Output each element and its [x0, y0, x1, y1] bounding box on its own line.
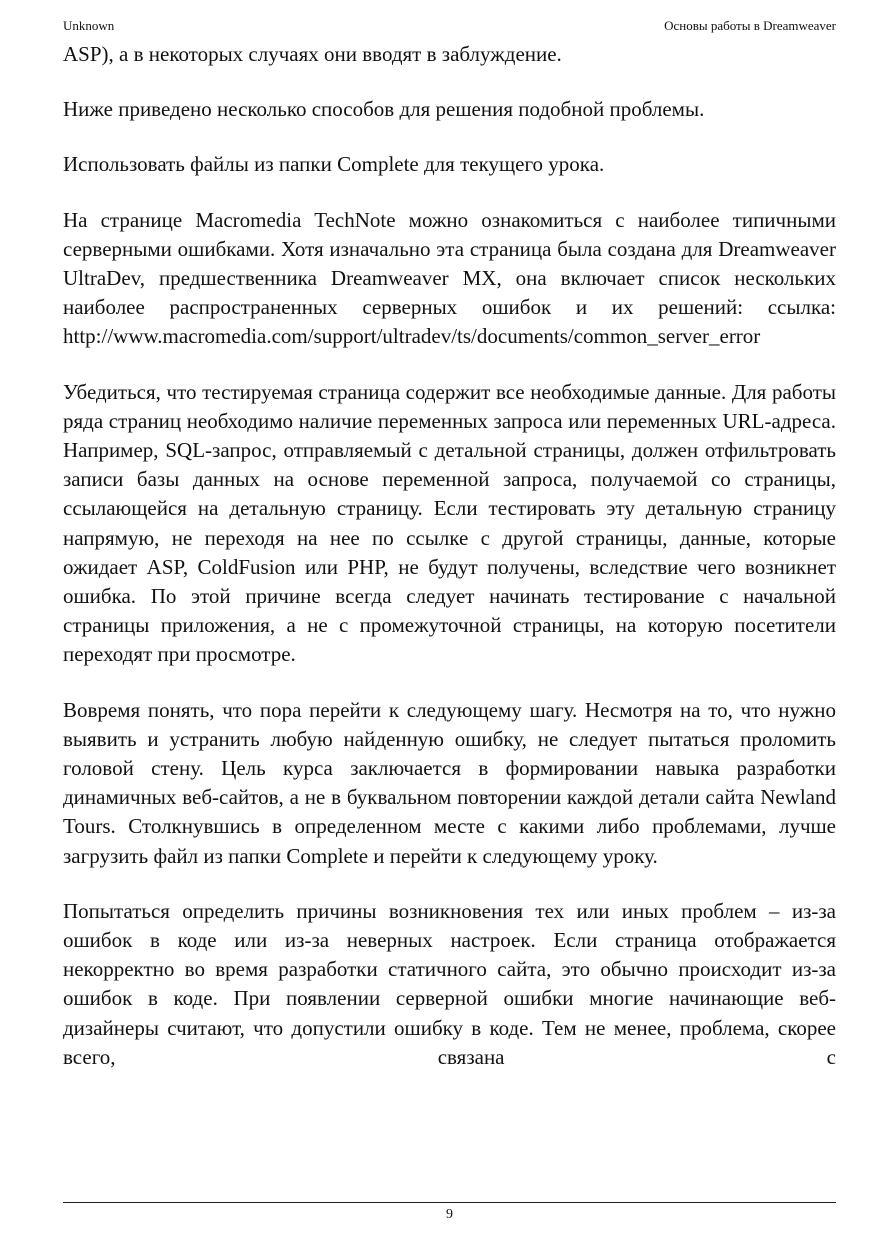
paragraph-tip-test-data: Убедиться, что тестируемая страница содержит все необходимые данные. Для работы ряда страниц необходимо наличие переменных запроса или переменных URL-адреса. Например, SQL-запрос, отправляемый с детальной страницы, должен отфильтровать записи базы данных на основе переменной запроса, получаемой со страницы, ссылающейся на детальную страницу. Если тестировать эту детальную страницу напрямую, не переходя на нее по ссылке с другой страницы, данные, которые ожидает ASP, ColdFusion или PHP, не будут получены, вследствие чего возникнет ошибка. По этой причине всегда следует начинать тестирование с начальной страницы приложения, а не с промежуточной страницы, на которую посетители переходят при просмотре. — [63, 379, 836, 667]
page-body — [63, 40, 836, 1195]
paragraph-continuation: ASP), а в некоторых случаях они вводят в заблуждение. — [63, 42, 562, 66]
paragraph-intro: Ниже приведено несколько способов для решения подобной проблемы. — [63, 97, 705, 122]
technote-url: http://www.macromedia.com/support/ultradev/ts/documents/common_server_error — [63, 324, 761, 349]
paragraph-tip-technote — [63, 206, 836, 352]
footer-divider — [63, 1202, 836, 1203]
paragraph-tip-identify-causes: Попытаться определить причины возникновения тех или иных проблем – из-за ошибок в коде или из-за неверных настроек. Если страница отображается некорректно во время разработки статичного сайта, это обычно происходит из-за ошибок в коде. При появлении серверной ошибки многие начинающие веб-дизайнеры считают, что допустили ошибку в коде. Тем не менее, проблема, скорее всего, связана с — [63, 898, 836, 1069]
header-book-title: Основы работы в Dreamweaver — [664, 18, 836, 33]
paragraph-tip-complete-folder: Использовать файлы из папки Complete для текущего урока. — [63, 152, 605, 177]
running-header — [63, 16, 836, 36]
header-author: Unknown — [63, 18, 115, 33]
page-number: 9 — [446, 1207, 453, 1222]
technote-text: На странице Macromedia TechNote можно ознакомиться с наиболее типичными серверными ошибками. Хотя изначально эта страница была создана для Dreamweaver UltraDev, предшественника Dreamweaver MX, она включает список нескольких наиболее распространенных серверных ошибок и их решений: ссылка: — [63, 207, 836, 320]
paragraph-tip-move-on: Вовремя понять, что пора перейти к следующему шагу. Несмотря на то, что нужно выявить и устранить любую найденную ошибку, не следует пытаться проломить головой стену. Цель курса заключается в формировании навыка разработки динамичных веб-сайтов, а не в буквальном повторении каждой детали сайта Newland Tours. Столкнувшись в определенном месте с какими либо проблемами, лучше загрузить файл из папки Complete и перейти к следующему уроку. — [63, 697, 836, 868]
